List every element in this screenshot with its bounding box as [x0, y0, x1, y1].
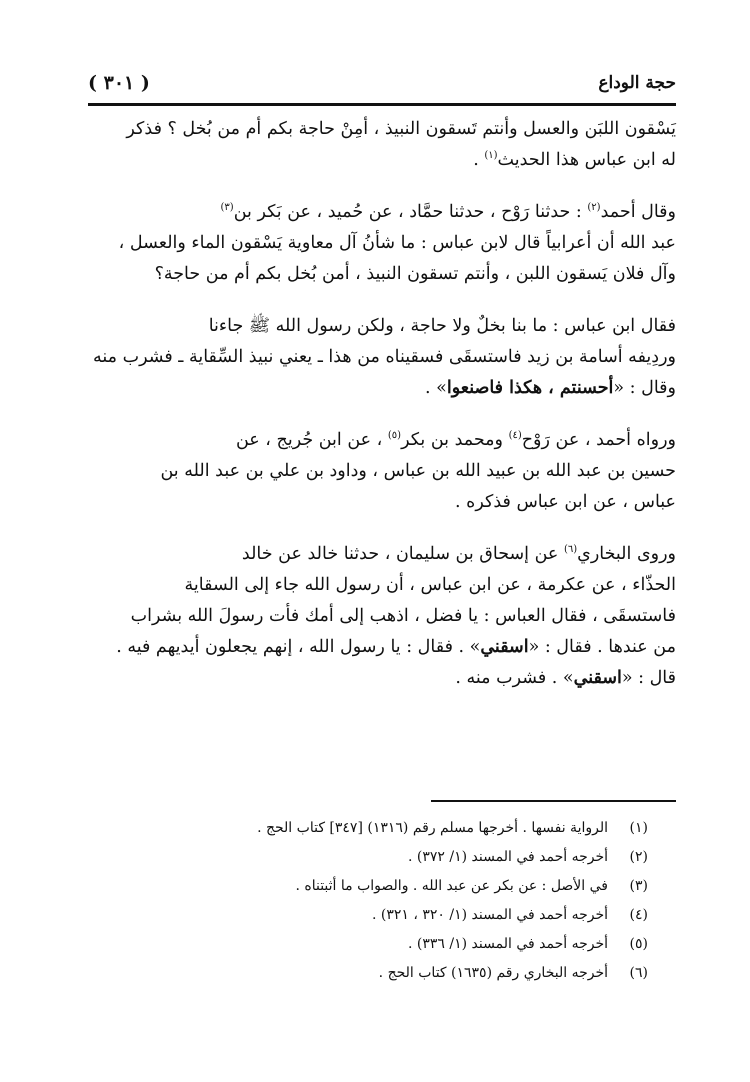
footnote-text: أخرجه أحمد في المسند (١/ ٣٧٢) . [408, 849, 608, 865]
text-line: وآل فلان يَسقون اللبن ، وأنتم تسقون النبيذ ، أمن بُخل بكم أم من حاجة؟ [154, 264, 676, 284]
paragraph-4 [88, 425, 676, 518]
footnote-3 [88, 872, 648, 901]
footnote-number: (١) [629, 820, 648, 836]
footnote-number: (٥) [629, 936, 648, 952]
footnotes [88, 814, 648, 988]
footnote-number: (٤) [629, 907, 648, 923]
text-span: من عندها . فقال : « [528, 637, 676, 657]
footnote-marker: (٦) [563, 544, 578, 556]
page-header [88, 66, 676, 100]
footnote-4 [88, 901, 648, 930]
footnote-text: أخرجه البخاري رقم (١٦٣٥) كتاب الحج . [378, 965, 608, 981]
text-span: ومحمد بن بكر [401, 430, 509, 450]
paragraph-1 [88, 114, 676, 176]
text-span: » . فشرب منه . [455, 668, 574, 688]
text-line: فاستسقَى ، فقال العباس : يا فضل ، اذهب إلى أمك فأت رسولَ الله بشراب [130, 606, 676, 626]
paragraph-5 [88, 539, 676, 694]
text-span: » . [425, 378, 447, 398]
text-span: ، عن ابن جُريج ، عن [235, 430, 388, 450]
text-span: : حدثنا رَوْح ، حدثنا حمَّاد ، عن حُميد ، عن بَكر بن [233, 202, 588, 222]
footnote-text: في الأصل : عن بكر عن عبد الله . والصواب ما أثبتناه . [295, 878, 608, 894]
text-span: » . فقال : يا رسول الله ، إنهم يجعلون أيديهم فيه . [116, 637, 481, 657]
footnote-text: أخرجه أحمد في المسند (١/ ٣٢٠ ، ٣٢١) . [372, 907, 608, 923]
footnote-marker: (٢) [587, 202, 601, 214]
text-line: يَسْقون اللبَن والعسل وأنتم تَسقون النبيذ ، أمِنْ حاجة بكم أم من بُخل ؟ فذكر [126, 119, 676, 139]
hadith-quote: أحسنتم ، هكذا فاصنعوا [446, 378, 614, 398]
footnote-rule [431, 800, 676, 802]
text-line [88, 373, 676, 404]
text-span: عن إسحاق بن سليمان ، حدثنا خالد عن خالد [241, 544, 564, 564]
text-span: وروى البخاري [577, 544, 676, 564]
text-span: له ابن عباس هذا الحديث [497, 150, 676, 170]
hadith-quote: اسقني [480, 637, 529, 657]
footnote-number: (٢) [629, 849, 648, 865]
hadith-quote: اسقني [573, 668, 622, 688]
page-number: ( ٣٠١ ) [88, 72, 150, 94]
text-line [88, 425, 676, 456]
body-text [88, 114, 676, 694]
text-line [88, 539, 676, 570]
footnote-2 [88, 843, 648, 872]
text-span: قال : « [621, 668, 676, 688]
text-line [88, 632, 676, 663]
text-line: وردِيفه أسامة بن زيد فاستسقَى فسقيناه من هذا ـ يعني نبيذ السِّقاية ـ فشرب منه [93, 347, 676, 367]
text-line: عباس ، عن ابن عباس فذكره . [455, 492, 676, 512]
text-line [88, 663, 676, 694]
footnote-number: (٦) [629, 965, 648, 981]
footnote-number: (٣) [629, 878, 648, 894]
text-span: . [473, 150, 485, 170]
text-span: ورواه أحمد ، عن رَوْح [521, 430, 676, 450]
footnote-marker: (٣) [220, 202, 234, 214]
footnote-marker: (٥) [387, 430, 402, 442]
text-line: حسين بن عبد الله بن عبيد الله بن عباس ، وداود بن علي بن عبد الله بن [160, 461, 676, 481]
text-span: وقال : « [613, 378, 676, 398]
footnote-5 [88, 930, 648, 959]
paragraph-3 [88, 311, 676, 404]
text-line: عبد الله أن أعرابياً قال لابن عباس : ما شأنُ آل معاوية يَسْقون الماء والعسل ، [118, 233, 676, 253]
text-span: وقال أحمد [600, 202, 676, 222]
text-line [88, 197, 676, 228]
footnote-marker: (٤) [508, 430, 522, 442]
footnote-text: أخرجه أحمد في المسند (١/ ٣٣٦) . [408, 936, 608, 952]
running-title: حجة الوداع [598, 73, 676, 93]
text-line [88, 145, 676, 176]
footnote-text: الرواية نفسها . أخرجها مسلم رقم (١٣١٦) [٣٤٧] كتاب الحج . [257, 820, 608, 836]
header-rule [88, 103, 676, 106]
footnote-marker: (١) [484, 150, 498, 162]
paragraph-2 [88, 197, 676, 290]
text-line: فقال ابن عباس : ما بنا بخلٌ ولا حاجة ، ولكن رسول الله ﷺ جاءنا [208, 316, 676, 336]
text-line: الحذّاء ، عن عكرمة ، عن ابن عباس ، أن رسول الله جاء إلى السقاية [184, 575, 676, 595]
footnote-1 [88, 814, 648, 843]
footnote-6 [88, 959, 648, 988]
